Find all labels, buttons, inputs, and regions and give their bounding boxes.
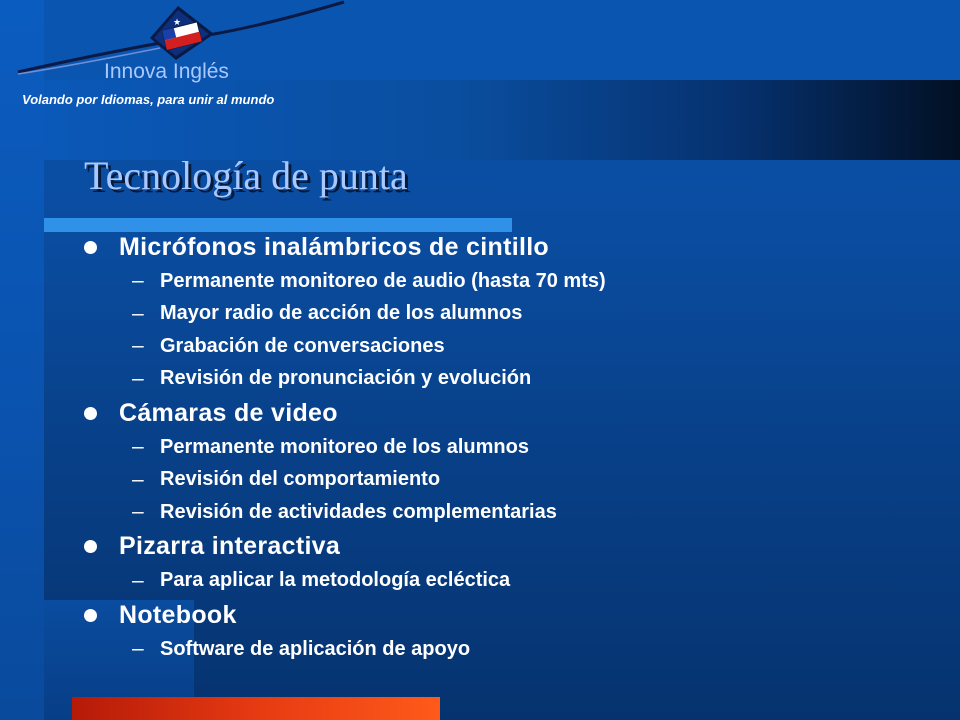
dash-icon: – — [132, 467, 144, 491]
dash-icon: – — [132, 366, 144, 390]
sub-item-label: Revisión de actividades complementarias — [160, 500, 557, 523]
star-icon: ★ — [173, 18, 182, 28]
bullet-label: Notebook — [119, 600, 237, 629]
dash-icon: – — [132, 269, 144, 293]
sub-item — [80, 565, 940, 598]
sub-item-label: Grabación de conversaciones — [160, 334, 445, 357]
bullet-list — [80, 229, 940, 666]
sub-item-label: Permanente monitoreo de los alumnos — [160, 435, 529, 458]
bullet-item — [80, 395, 940, 431]
bullet-item — [80, 597, 940, 633]
sub-item — [80, 330, 940, 363]
bullet-label: Micrófonos inalámbricos de cintillo — [119, 232, 550, 261]
sub-item — [80, 464, 940, 497]
sub-item — [80, 363, 940, 396]
dash-icon: – — [132, 637, 144, 661]
logo-tagline: Volando por Idiomas, para unir al mundo — [22, 92, 275, 107]
bullet-dot-icon — [84, 540, 97, 553]
sub-item — [80, 633, 940, 666]
dash-icon: – — [132, 435, 144, 459]
bullet-group — [80, 597, 940, 666]
bullet-item — [80, 529, 940, 565]
dash-icon: – — [132, 334, 144, 358]
sub-item-label: Permanente monitoreo de audio (hasta 70 mts) — [160, 269, 606, 292]
sub-item-label: Mayor radio de acción de los alumnos — [160, 302, 523, 325]
logo-name: Innova Inglés — [104, 60, 229, 83]
bullet-item — [80, 229, 940, 265]
sub-item — [80, 431, 940, 464]
sub-item-label: Revisión del comportamiento — [160, 468, 441, 491]
bullet-dot-icon — [84, 407, 97, 420]
bullet-group — [80, 395, 940, 529]
bullet-dot-icon — [84, 241, 97, 254]
sub-item — [80, 496, 940, 529]
slide-title: Tecnología de punta — [84, 153, 408, 198]
bullet-label: Pizarra interactiva — [119, 532, 341, 560]
sub-item — [80, 298, 940, 331]
sub-item — [80, 265, 940, 298]
sub-item-label: Para aplicar la metodología ecléctica — [160, 569, 511, 592]
dash-icon: – — [132, 500, 144, 524]
sub-item-label: Revisión de pronunciación y evolución — [160, 367, 532, 390]
logo — [0, 0, 380, 115]
bullet-dot-icon — [84, 609, 97, 622]
dash-icon: – — [132, 568, 144, 592]
bottom-accent-bar — [72, 697, 440, 720]
bullet-label: Cámaras de video — [119, 398, 338, 427]
bullet-group — [80, 529, 940, 598]
bullet-group — [80, 229, 940, 395]
sub-item-label: Software de aplicación de apoyo — [160, 637, 471, 660]
dash-icon: – — [132, 301, 144, 325]
